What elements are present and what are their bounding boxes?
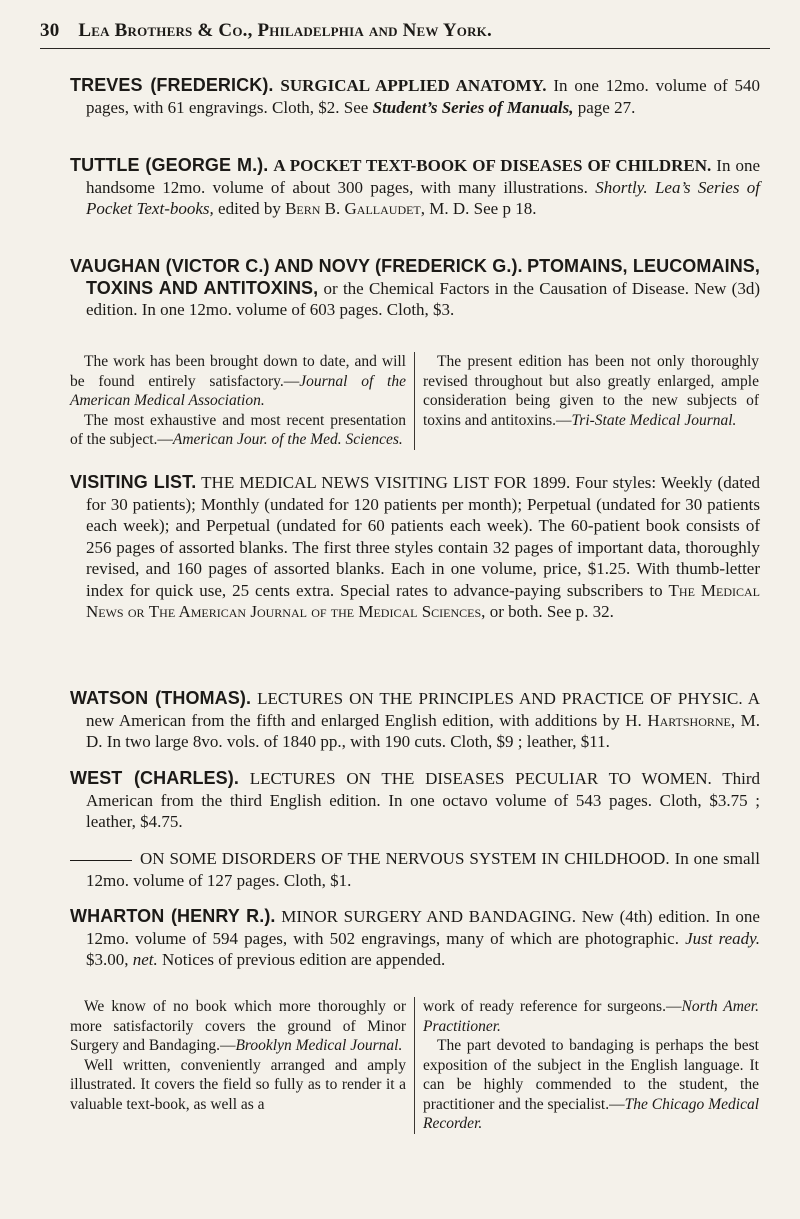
- running-title: Lea Brothers & Co., Philadelphia and New York.: [78, 20, 492, 41]
- entry-body: In one 12mo. volume of 540 pages, with 61 engravings. Cloth, $2. See: [86, 76, 760, 117]
- review-source: American Jour. of the Med. Sciences.: [172, 431, 403, 448]
- entry-title: LECTURES ON THE PRINCIPLES AND PRACTICE OF PHYSIC.: [257, 689, 743, 708]
- review-text: Well written, conveniently arranged and amply illustrated. It covers the field so fully as to render it a valuable text-book, as well as a: [70, 1056, 406, 1113]
- entry-wharton: [70, 906, 760, 971]
- edited-by: edited by: [218, 199, 281, 218]
- entry-author: WATSON (THOMAS).: [70, 688, 252, 708]
- review-text: The part devoted to bandaging is perhaps the best exposition of the subject in the English language. It can be highly commended to the student, the practitioner and the specialist.—: [423, 1037, 759, 1113]
- header-rule: [40, 48, 770, 49]
- entry-author: TUTTLE (GEORGE M.).: [70, 155, 269, 175]
- review-source: The Chicago Medical Recorder.: [423, 1095, 760, 1132]
- entry-tail: M. D. See p 18.: [429, 199, 537, 218]
- availability-note: Just ready.: [685, 928, 761, 948]
- entry-body: or the Chemical Factors in the Causation of Disease. New (3d) edition. In one 12mo. volume of 603 pages. Cloth, $3.: [86, 278, 760, 319]
- column-divider: [414, 997, 415, 1134]
- net-note: net.: [132, 950, 158, 969]
- review-text: work of ready reference for surgeons.—: [423, 998, 682, 1015]
- entry-visiting-list: [70, 472, 760, 623]
- editor-name: H. Hartshorne,: [625, 710, 736, 730]
- entry-vaughan: [70, 256, 760, 321]
- entry-tail: page 27.: [577, 97, 636, 117]
- entry-tail: M. D. In two large 8vo. vols. of 1840 pp., with 190 cuts. Cloth, $9 ; leather, $11.: [86, 710, 761, 751]
- entry-title: ON SOME DISORDERS OF THE NERVOUS SYSTEM IN CHILDHOOD.: [140, 849, 670, 868]
- availability-note: Shortly.: [595, 177, 648, 197]
- review-column-left: [70, 997, 406, 1134]
- entry-west-second: [70, 848, 760, 891]
- journal-name: The Medical News: [86, 580, 760, 621]
- review-source: Brooklyn Medical Journal.: [235, 1037, 403, 1054]
- reviews-wharton: [70, 997, 760, 1134]
- entry-author: TREVES (FREDERICK).: [70, 75, 274, 95]
- entry-title: LECTURES ON THE DISEASES PECULIAR TO WOMEN.: [249, 769, 712, 788]
- series-name: Lea’s Series of Pocket Text-books,: [86, 177, 761, 218]
- entry-tail: Notices of previous edition are appended.: [162, 950, 446, 969]
- entry-body: In one handsome 12mo. volume of about 300 pages, with many illustrations.: [86, 156, 760, 197]
- entry-body: A new American from the fifth and enlarged English edition, with additions by: [86, 689, 761, 730]
- entry-author: VAUGHAN (VICTOR C.) AND NOVY (FREDERICK G.).: [70, 256, 523, 276]
- page-number: 30: [40, 20, 60, 41]
- entry-body: New (4th) edition. In one 12mo. volume of 594 pages, with 502 engravings, many of which are photographic.: [86, 907, 760, 948]
- journal-name: The American Journal of the Medical Sciences,: [148, 602, 486, 621]
- entry-title: A POCKET TEXT-BOOK OF DISEASES OF CHILDREN.: [273, 156, 712, 175]
- series-name: Student’s Series of Manuals,: [372, 97, 574, 117]
- entry-watson: [70, 688, 760, 753]
- price: $3.00,: [86, 950, 129, 969]
- entry-body: Third American from the third English edition. In one octavo volume of 543 pages. Cloth, $3.75 ; leather, $4.75.: [86, 769, 760, 831]
- running-head: [40, 20, 770, 42]
- entry-author: WHARTON (HENRY R.).: [70, 906, 276, 926]
- entry-title: PTOMAINS, LEUCOMAINS, TOXINS AND ANTITOXINS,: [86, 256, 761, 298]
- conjunction: or: [127, 602, 145, 621]
- reviews-vaughan: [70, 352, 760, 450]
- entry-author: WEST (CHARLES).: [70, 768, 239, 788]
- entry-tuttle: [70, 155, 760, 220]
- entry-tail: or both. See p. 32.: [489, 602, 614, 621]
- column-divider: [414, 352, 415, 450]
- entry-title: THE MEDICAL NEWS VISITING LIST FOR 1899.: [201, 473, 571, 492]
- entry-treves: [70, 75, 760, 118]
- entry-body: Four styles: Weekly (dated for 30 patients); Monthly (undated for 120 patients per month); Perpetual (undated for 30 patients each week); and Perpetual (undated for 60 patients each week). The 60-patient book consists of 256 pages of assorted blanks. The first three styles contain 32 pages of important data, thoroughly revised, and 160 pages of assorted blanks. Each in one volume, price, $1.25. With thumb-letter index for quick use, 25 cents extra. Special rates to advance-paying subscribers to: [86, 473, 761, 600]
- entry-author: VISITING LIST.: [70, 472, 197, 492]
- review-text: The present edition has been not only thoroughly revised throughout but also greatly enlarged, ample consideration being given to the new subjects of toxins and antitoxins.—: [423, 353, 759, 429]
- review-column-right: [423, 352, 759, 450]
- editor-name: Bern B. Gallaudet,: [285, 199, 426, 218]
- review-column-left: [70, 352, 406, 450]
- ditto-dash: [70, 860, 132, 861]
- review-column-right: [423, 997, 759, 1134]
- entry-west: [70, 768, 760, 833]
- review-source: Journal of the American Medical Association.: [70, 372, 406, 409]
- review-source: Tri-State Medical Journal.: [571, 411, 737, 429]
- entry-title: MINOR SURGERY AND BANDAGING.: [281, 907, 576, 926]
- review-text: The work has been brought down to date, and will be found entirely satisfactory.—: [70, 353, 406, 390]
- review-source: North Amer. Practitioner.: [423, 998, 759, 1035]
- entry-title: SURGICAL APPLIED ANATOMY.: [280, 76, 547, 95]
- review-text: We know of no book which more thoroughly or more satisfactorily covers the ground of Minor Surgery and Bandaging.—: [70, 998, 406, 1054]
- review-text: The most exhaustive and most recent presentation of the subject.—: [70, 411, 406, 448]
- entry-body: In one small 12mo. volume of 127 pages. Cloth, $1.: [86, 849, 761, 890]
